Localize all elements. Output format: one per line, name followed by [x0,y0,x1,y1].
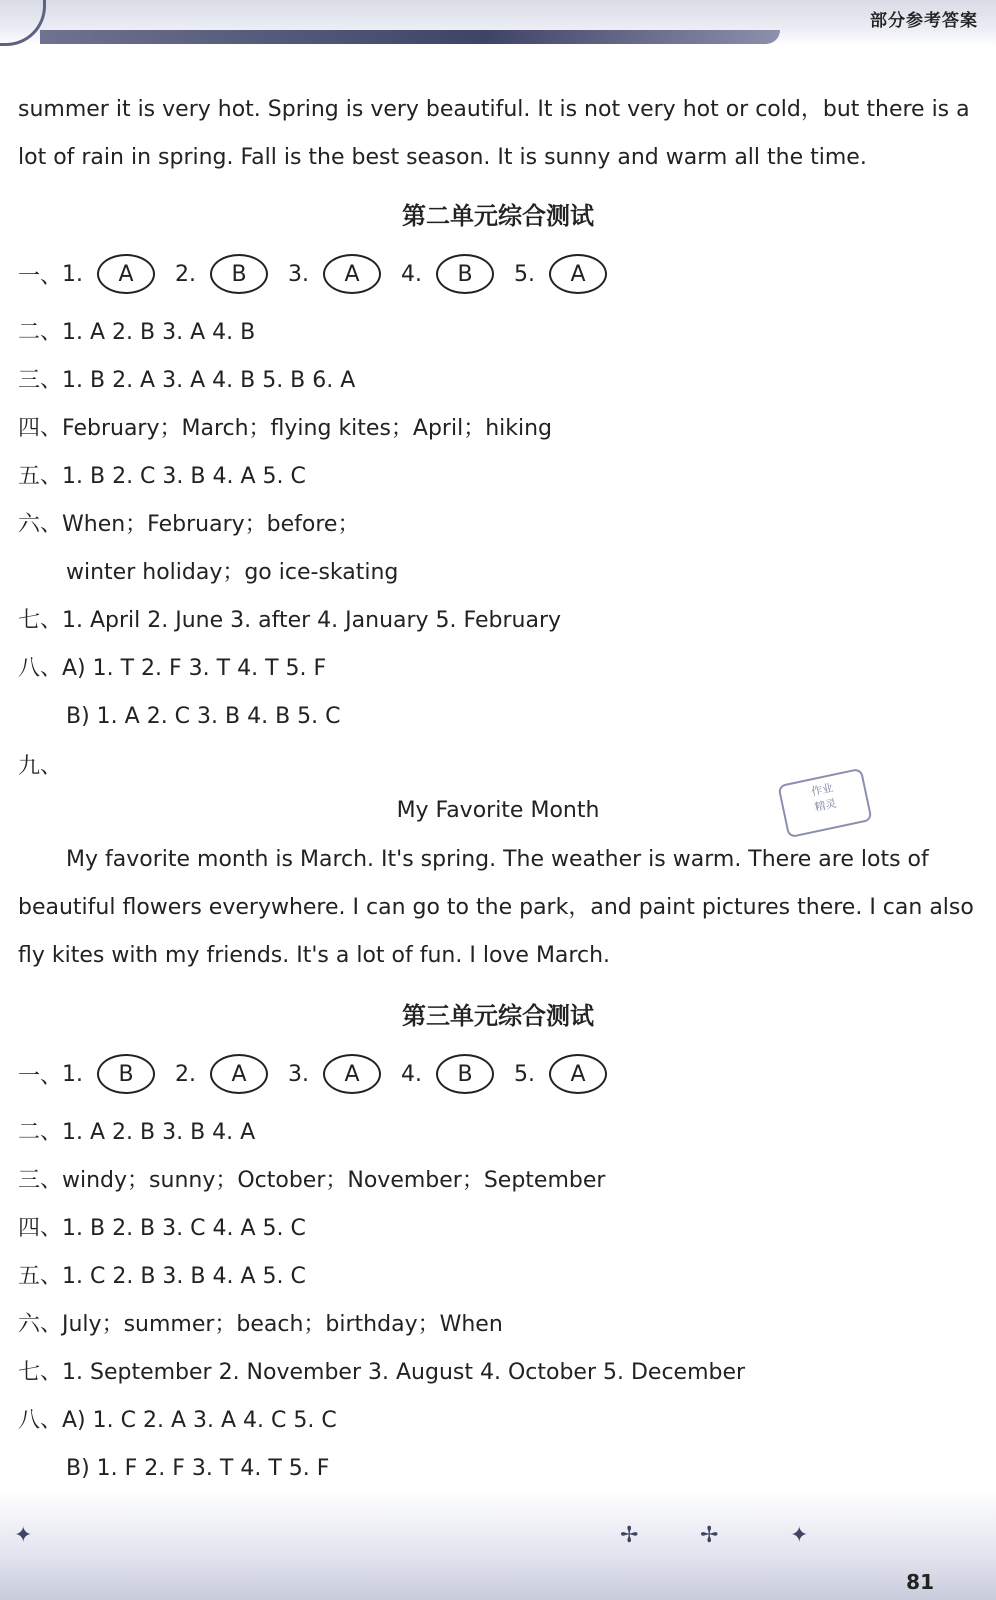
unit2-answer-line: 八、A) 1. T 2. F 3. T 4. T 5. F [18,656,327,681]
q1-item-number: 3. [288,261,310,287]
q1-item-number: 2. [175,1061,197,1087]
page-number: 81 [906,1570,934,1594]
unit2-answer-line: 五、1. B 2. C 3. B 4. A 5. C [18,464,306,489]
unit2-answer-line: 三、1. B 2. A 3. A 4. B 5. B 6. A [18,368,356,393]
intro-paragraph [18,86,980,182]
circled-answer: A [323,1054,381,1094]
circled-answer: B [436,1054,494,1094]
circled-answer: B [97,1054,155,1094]
circled-answer: A [210,1054,268,1094]
q1-item-number: 3. [288,1061,310,1087]
q1-item-number: 4. [401,261,423,287]
q1-item-number: 2. [175,261,197,287]
essay-paragraph [18,836,980,884]
unit2-answer-line: 二、1. A 2. B 3. A 4. B [18,320,256,345]
bird-icon: ✢ [620,1523,639,1548]
unit3-answer-line: 四、1. B 2. B 3. C 4. A 5. C [18,1216,306,1241]
q1-item-number: 5. [514,261,536,287]
essay-line: fly kites with my friends. It's a lot of fun. I love March. [18,943,611,968]
essay-line: beautiful flowers everywhere. I can go to the park，and paint pictures there. I can also [18,895,974,920]
bird-icon: ✢ [700,1523,719,1548]
essay-line: My favorite month is March. It's spring. The weather is warm. There are lots of [66,847,929,872]
circled-answer: B [210,254,268,294]
q1-label: 一、 [18,263,63,289]
q1-label: 一、 [18,1063,63,1089]
circled-answer: A [97,254,155,294]
q1-item-number: 4. [401,1061,423,1087]
circled-answer: A [549,254,607,294]
unit2-answer-line: 四、February；March；flying kites；April；hiking [18,416,553,441]
unit2-title: 第二单元综合测试 [402,202,594,230]
footer-band [0,1490,996,1600]
q1-item-number: 5. [514,1061,536,1087]
unit3-answer-line: 八、A) 1. C 2. A 3. A 4. C 5. C [18,1408,337,1433]
unit3-q1-row [18,1052,627,1096]
unit3-title: 第三单元综合测试 [402,1002,594,1030]
unit3-answer-line: B) 1. F 2. F 3. T 4. T 5. F [66,1456,330,1481]
intro-line: lot of rain in spring. Fall is the best season. It is sunny and warm all the time. [18,145,867,170]
circled-answer: A [549,1054,607,1094]
watermark-stamp: 作业 精灵 [777,768,872,839]
star-icon: ✦ [14,1523,33,1548]
essay-title: My Favorite Month [396,798,600,823]
unit3-answer-line: 二、1. A 2. B 3. B 4. A [18,1120,256,1145]
q1-item-number: 1. [62,1061,84,1087]
unit2-answer-line: 九、 [18,754,63,779]
unit3-answer-line: 六、July；summer；beach；birthday；When [18,1312,503,1337]
unit2-answer-line: 六、When；February；before； [18,512,360,537]
circled-answer: A [323,254,381,294]
unit2-answer-line: B) 1. A 2. C 3. B 4. B 5. C [66,704,341,729]
unit2-q1-row [18,252,627,296]
header-title: 部分参考答案 [870,11,978,31]
star-icon: ✦ [790,1523,809,1548]
essay-paragraph-cont [18,884,980,980]
unit2-answer-line: winter holiday；go ice-skating [66,560,399,585]
unit3-answer-line: 七、1. September 2. November 3. August 4. October 5. December [18,1360,746,1385]
intro-line: summer it is very hot. Spring is very beautiful. It is not very hot or cold，but there is a [18,97,970,122]
header-stripe [40,30,780,44]
unit3-answer-line: 三、windy；sunny；October；November；September [18,1168,606,1193]
unit2-answer-line: 七、1. April 2. June 3. after 4. January 5. February [18,608,562,633]
q1-item-number: 1. [62,261,84,287]
circled-answer: B [436,254,494,294]
unit3-answer-line: 五、1. C 2. B 3. B 4. A 5. C [18,1264,306,1289]
